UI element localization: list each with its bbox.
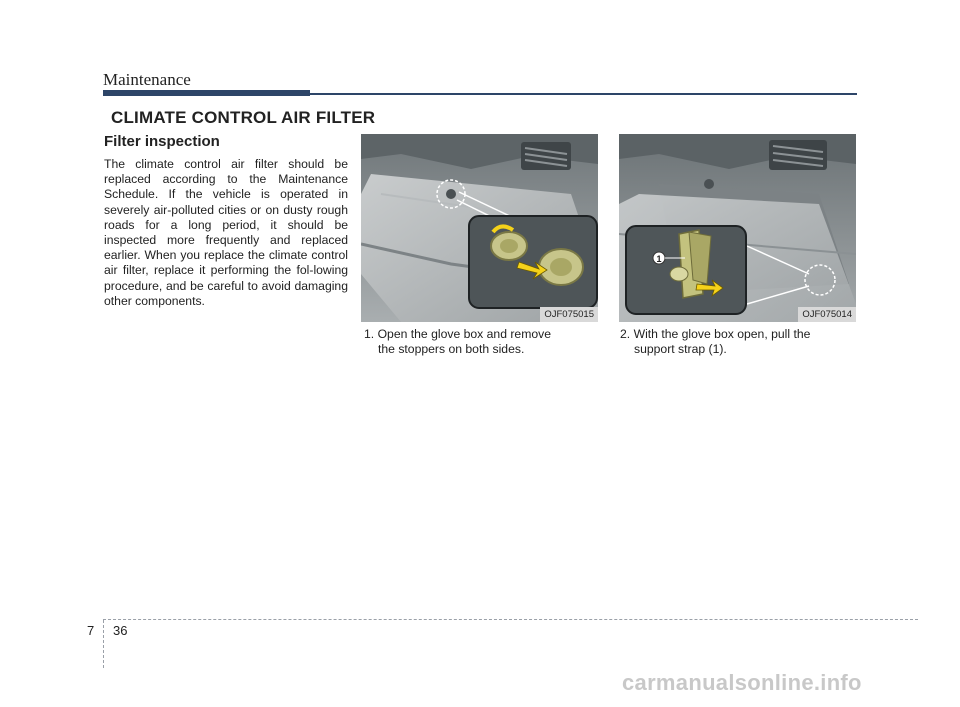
header-rule-thin bbox=[310, 93, 857, 95]
figure-code-label: OJF075014 bbox=[798, 307, 856, 322]
step-2-text bbox=[620, 327, 862, 357]
glove-box-stoppers-illustration bbox=[361, 134, 598, 322]
section-title: CLIMATE CONTROL AIR FILTER bbox=[111, 108, 376, 127]
page-chapter-number: 7 bbox=[87, 623, 95, 638]
step-text-continuation: the stoppers on both sides. bbox=[378, 342, 525, 357]
header-rule-thick bbox=[103, 90, 310, 96]
step-text-first-line: With the glove box open, pull the bbox=[633, 327, 811, 341]
step-number: 1. bbox=[364, 327, 375, 341]
header-section-label: Maintenance bbox=[103, 70, 191, 89]
watermark-text: carmanualsonline.info bbox=[622, 670, 862, 695]
footer-rule bbox=[103, 619, 918, 620]
support-strap-illustration bbox=[619, 134, 856, 322]
subsection-title: Filter inspection bbox=[104, 133, 220, 150]
figure-glove-box-stoppers bbox=[361, 134, 598, 322]
step-number: 2. bbox=[620, 327, 631, 341]
subsection-body: The climate control air filter should be replaced according to the Maintenance Schedule. If the vehicle is operated in severely air-polluted cities or on dusty rough roads for a long period, it should be inspected more frequently and replaced earlier. When you replace the climate control air filter, replace it performing the fol-lowing procedure, and be careful to avoid damaging other components. bbox=[104, 157, 348, 308]
page-number: 36 bbox=[113, 623, 128, 638]
callout-number: 1 bbox=[656, 254, 662, 264]
figure-code-label: OJF075015 bbox=[540, 307, 598, 322]
step-text-continuation: support strap (1). bbox=[634, 342, 727, 357]
figure-support-strap bbox=[619, 134, 856, 322]
step-text-first-line: Open the glove box and remove bbox=[377, 327, 552, 341]
step-1-text bbox=[364, 327, 606, 357]
footer-divider bbox=[103, 620, 104, 668]
